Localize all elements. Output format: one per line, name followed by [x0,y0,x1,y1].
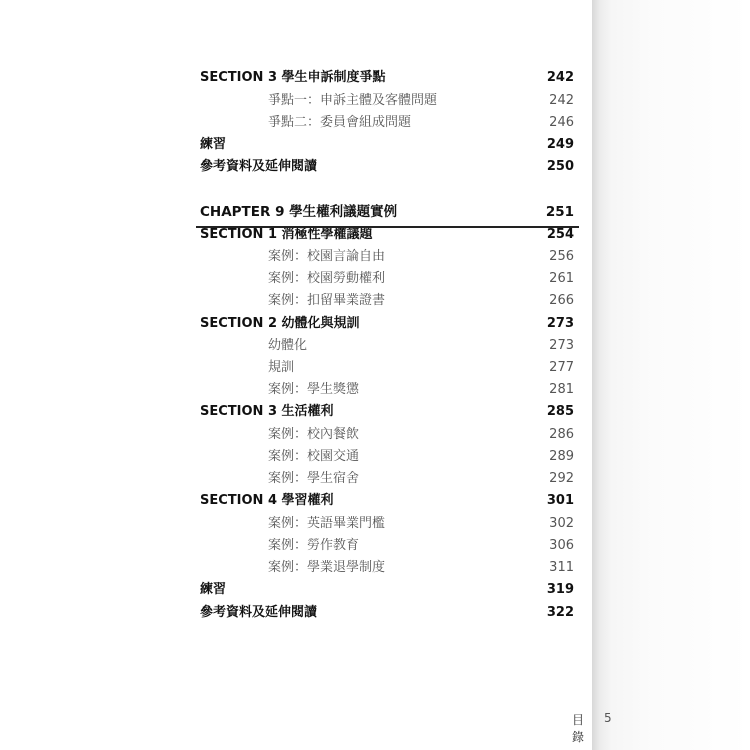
toc-entry-page: 242 [549,93,574,108]
toc-entry [200,156,578,178]
toc-subentry [200,90,578,112]
toc-entry-label: 參考資料及延伸閱讀 [200,605,318,620]
toc-entry-label: SECTION 1 消極性學權議題 [200,227,373,242]
toc-subentry [200,468,578,490]
toc-entry-page: 281 [549,382,574,397]
toc-entry-page: 277 [549,360,574,375]
toc-subentry [200,335,578,357]
toc-entry [200,602,578,624]
toc-entry-page: 273 [549,338,574,353]
toc-entry-label: SECTION 3 生活權利 [200,404,334,419]
toc-entry-label: 爭點一：申訴主體及客體問題 [268,93,438,108]
toc-entry-page: 251 [545,204,574,220]
toc-entry-label: 參考資料及延伸閱讀 [200,159,318,174]
toc-entry [200,579,578,601]
chapter-rule [196,226,579,228]
toc-entry-page: 242 [546,70,574,85]
toc-entry [200,67,578,89]
toc-entry-page: 261 [549,271,574,286]
toc-entry-label: 規訓 [268,360,295,375]
toc-entry [200,490,578,512]
toc-entry-page: 249 [546,137,574,152]
footer-label: 目錄 [572,713,585,744]
toc-subentry [200,446,578,468]
toc-entry-label: 案例：校園言論自由 [268,249,386,264]
toc-entry-label: 案例：英語畢業門檻 [268,516,386,531]
toc-entry [200,313,578,335]
toc-subentry [200,246,578,268]
toc-entry-page: 289 [549,449,574,464]
toc-subentry [200,112,578,134]
toc-entry [200,401,578,423]
toc-entry [200,134,578,156]
toc-entry-label: 案例：學業退學制度 [268,560,386,575]
toc-subentry [200,557,578,579]
toc-entry-label: 案例：校園交通 [268,449,360,464]
page-gutter [592,0,750,750]
toc-subentry [200,268,578,290]
toc-entry-label: 爭點二：委員會組成問題 [268,115,412,130]
toc-entry-page: 319 [546,582,574,597]
toc-entry-label: 案例：學生宿舍 [268,471,360,486]
toc-entry-label: SECTION 2 幼體化與規訓 [200,316,360,331]
toc-entry-page: 286 [549,427,574,442]
toc-entry-label: 練習 [200,582,227,597]
toc-entry-page: 311 [549,560,574,575]
toc-entry-page: 256 [549,249,574,264]
toc-entry-label: 案例：勞作教育 [268,538,360,553]
toc-subentry [200,424,578,446]
toc-entry-label: SECTION 3 學生申訴制度爭點 [200,70,386,85]
toc-entry-page: 266 [549,293,574,308]
toc-entry-page: 302 [549,516,574,531]
toc-entry-page: 273 [546,316,574,331]
toc-entry-page: 254 [546,227,574,242]
toc-subentry [200,290,578,312]
toc-subentry [200,535,578,557]
toc-subentry [200,357,578,379]
toc-entry-page: 292 [549,471,574,486]
toc-entry-label: 案例：學生獎懲 [268,382,360,397]
toc-subentry [200,379,578,401]
toc-entry-label: CHAPTER 9 學生權利議題實例 [200,204,398,220]
toc-entry-page: 246 [549,115,574,130]
toc-entry-page: 306 [549,538,574,553]
footer-page-number: 5 [604,711,612,725]
toc-entry-page: 301 [546,493,574,508]
toc-entry-label: 案例：校園勞動權利 [268,271,386,286]
toc-entry-page: 322 [546,605,574,620]
toc-entry-label: 幼體化 [268,338,308,353]
toc-entry-page: 285 [546,404,574,419]
toc-chapter [200,201,578,223]
toc-entry-label: 案例：扣留畢業證書 [268,293,386,308]
toc-entry-page: 250 [546,159,574,174]
toc-subentry [200,513,578,535]
toc-entry-label: 練習 [200,137,227,152]
toc-entry-label: 案例：校內餐飲 [268,427,360,442]
toc-entry-label: SECTION 4 學習權利 [200,493,334,508]
